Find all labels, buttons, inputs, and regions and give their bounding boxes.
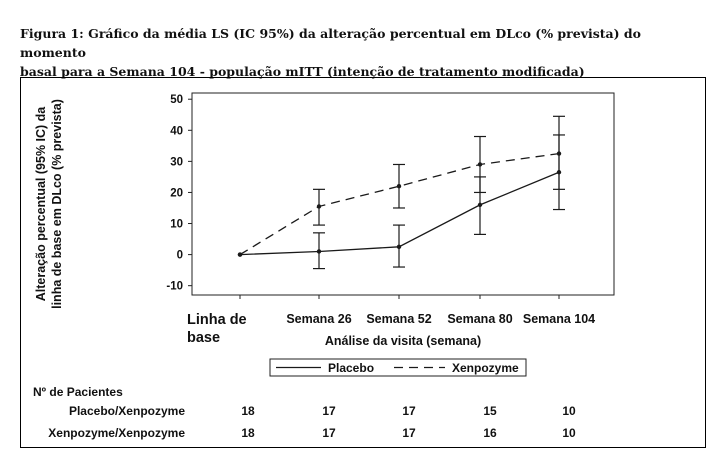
y-tick-label: 30 bbox=[170, 156, 183, 169]
x-category-label: base bbox=[187, 330, 221, 346]
data-point-placebo bbox=[478, 203, 482, 207]
patients-count: 10 bbox=[562, 404, 576, 418]
patients-title: Nº de Pacientes bbox=[33, 385, 123, 399]
x-category-label: Semana 80 bbox=[447, 312, 513, 326]
x-axis-label: Análise da visita (semana) bbox=[324, 334, 482, 348]
y-axis-label-line-2: linha de base em DLco (% prevista) bbox=[50, 99, 64, 309]
patients-row-label: Xenpozyme/Xenpozyme bbox=[48, 426, 185, 440]
patients-count: 18 bbox=[241, 404, 255, 418]
patients-count: 17 bbox=[402, 426, 416, 440]
series-layer bbox=[238, 116, 565, 268]
y-tick-label: 10 bbox=[170, 218, 183, 231]
data-point-xenpozyme bbox=[557, 151, 561, 155]
patients-count: 10 bbox=[562, 426, 576, 440]
patients-count: 16 bbox=[483, 426, 497, 440]
y-tick-label: 50 bbox=[170, 94, 183, 107]
y-axis-label bbox=[34, 99, 64, 309]
x-category-label: Semana 104 bbox=[522, 312, 596, 326]
data-point-placebo bbox=[317, 249, 321, 253]
patients-count: 15 bbox=[483, 404, 497, 418]
y-axis-label-line-1: Alteração percentual (95% IC) da bbox=[34, 106, 48, 302]
patients-count: 17 bbox=[322, 426, 336, 440]
data-point-xenpozyme bbox=[397, 184, 401, 188]
y-tick-label: 0 bbox=[176, 249, 183, 262]
patients-row-label: Placebo/Xenpozyme bbox=[68, 404, 185, 418]
patients-count: 18 bbox=[241, 426, 255, 440]
data-point-xenpozyme bbox=[478, 162, 482, 166]
y-tick-label: -10 bbox=[166, 280, 183, 293]
patients-table bbox=[33, 385, 576, 440]
x-category-label: Linha de bbox=[187, 312, 247, 328]
patients-count: 17 bbox=[322, 404, 336, 418]
y-tick-label: 40 bbox=[170, 125, 183, 138]
x-category-label: Semana 26 bbox=[286, 312, 352, 326]
legend-xenpozyme-label: Xenpozyme bbox=[452, 361, 519, 375]
legend bbox=[270, 359, 526, 376]
data-point-placebo bbox=[397, 245, 401, 249]
plot-area bbox=[192, 93, 614, 295]
caption-line-2: basal para a Semana 104 - população mITT (intenção de tratamento modificada) bbox=[20, 64, 585, 79]
patient-rows bbox=[48, 404, 576, 440]
patients-count: 17 bbox=[402, 404, 416, 418]
data-point-xenpozyme bbox=[238, 252, 242, 256]
data-point-xenpozyme bbox=[317, 204, 321, 208]
legend-placebo-label: Placebo bbox=[328, 361, 375, 375]
y-tick-label: 20 bbox=[170, 187, 183, 200]
caption-line-1: Figura 1: Gráfico da média LS (IC 95%) da alteração percentual em DLco (% prevista) do momento bbox=[20, 26, 641, 60]
x-category-label: Semana 52 bbox=[366, 312, 432, 326]
